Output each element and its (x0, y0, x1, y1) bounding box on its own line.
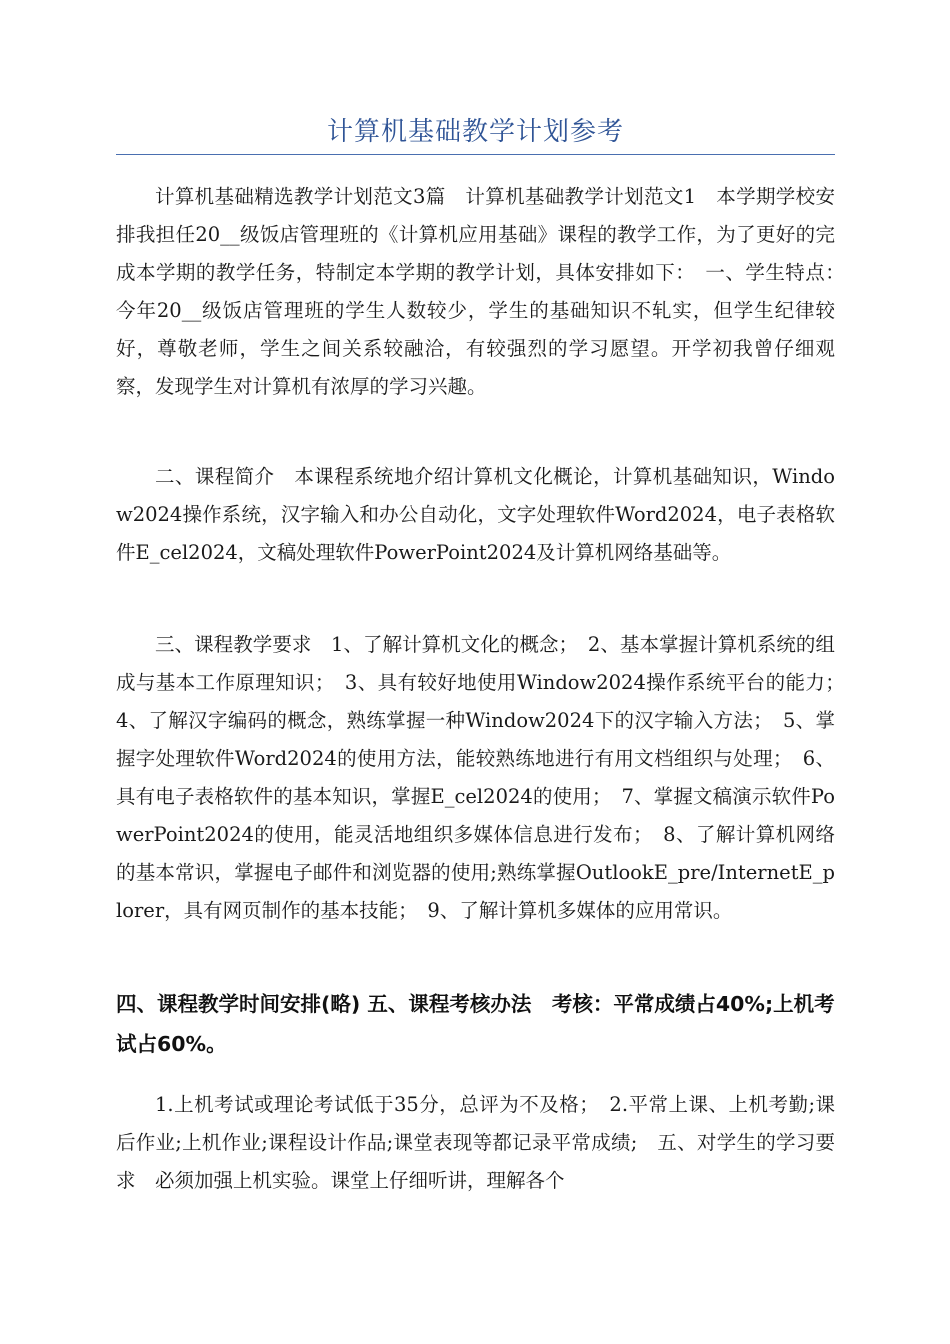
paragraph-schedule-assessment: 四、课程教学时间安排(略) 五、课程考核办法 考核：平常成绩占40%;上机考试占60%。 (116, 992, 835, 1056)
title-underline (116, 154, 835, 155)
paragraph-course-intro: 二、课程简介 本课程系统地介绍计算机文化概论，计算机基础知识，Window2024操作系统，汉字输入和办公自动化，文字处理软件Word2024，电子表格软件E_cel2024，文稿处理软件PowerPoint2024及计算机网络基础等。 (116, 465, 835, 564)
paragraph-course-requirements: 三、课程教学要求 1、了解计算机文化的概念； 2、基本掌握计算机系统的组成与基本工作原理知识； 3、具有较好地使用Window2024操作系统平台的能力； 4、了解汉字编码的概念，熟练掌握一种Window2024下的汉字输入方法； 5、掌握字处理软件Word2024的使用方法，能较熟练地进行有用文档组织与处理； 6、具有电子表格软件的基本知识，掌握E_cel2024的使用； 7、掌握文稿演示软件PowerPoint2024的使用，能灵活地组织多媒体信息进行发布； 8、了解计算机网络的基本常识，掌握电子邮件和浏览器的使用;熟练掌握OutlookE_pre/InternetE_plorer，具有网页制作的基本技能； 9、了解计算机多媒体的应用常识。 (116, 633, 855, 922)
paragraph-assessment-details: 1.上机考试或理论考试低于35分，总评为不及格； 2.平常上课、上机考勤;课后作业;上机作业;课程设计作品;课堂表现等都记录平常成绩; 五、对学生的学习要求 必须加强上机实验。课堂上仔细听讲，理解各个 (116, 1093, 835, 1192)
paragraph-intro: 计算机基础精选教学计划范文3篇 计算机基础教学计划范文1 本学期学校安排我担任20__级饭店管理班的《计算机应用基础》课程的教学工作，为了更好的完成本学期的教学任务，特制定本学期的教学计划，具体安排如下： 一、学生特点： 今年20__级饭店管理班的学生人数较少，学生的基础知识不轧实，但学生纪律较好，尊敬老师，学生之间关系较融洽，有较强烈的学习愿望。开学初我曾仔细观察，发现学生对计算机有浓厚的学习兴趣。 (116, 185, 855, 398)
document-title: 计算机基础教学计划参考 (326, 117, 624, 147)
